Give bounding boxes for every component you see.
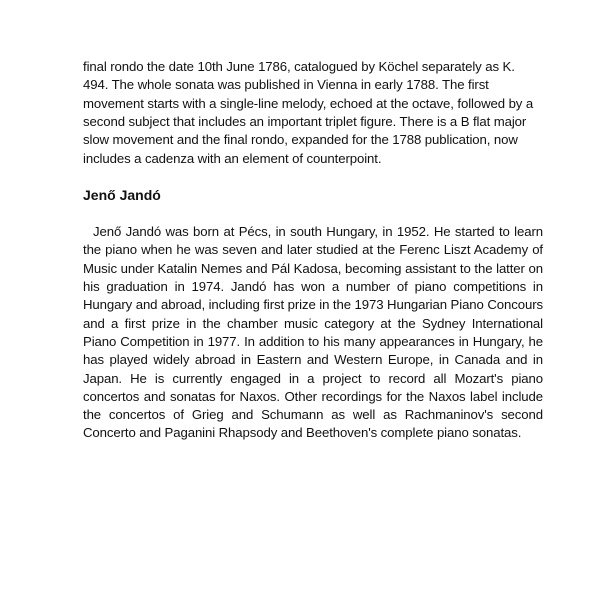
intro-paragraph: final rondo the date 10th June 1786, catalogued by Köchel separately as K. 494. The whole sonata was published in Vienna in early 1788. The first movement starts with a single-line melody, echoed at the octave, followed by a second subject that includes an important triplet figure. There is a B flat major slow movement and the final rondo, expanded for the 1788 publication, now includes a cadenza with an element of counterpoint. — [83, 59, 534, 166]
bio-paragraph: Jenő Jandó was born at Pécs, in south Hungary, in 1952. He started to learn the piano when he was seven and later studied at the Ferenc Liszt Academy of Music under Katalin Nemes and Pál Kadosa, becoming assistant to the latter on his graduation in 1974. Jandó has won a number of piano competitions in Hungary and abroad, including first prize in the 1973 Hungarian Piano Concours and a first prize in the chamber music category at the Sydney International Piano Competition in 1977. In addition to his many appearances in Hungary, he has played widely abroad in Eastern and Western Europe, in Canada and in Japan. He is currently engaged in a project to record all Mozart's piano concertos and sonatas for Naxos. Other recordings for the Naxos label include the concertos of Grieg and Schumann as well as Rachmaninov's second Concerto and Paganini Rhapsody and Beethoven's complete piano sonatas. — [83, 224, 543, 441]
section-heading: Jenő Jandó — [83, 187, 161, 203]
